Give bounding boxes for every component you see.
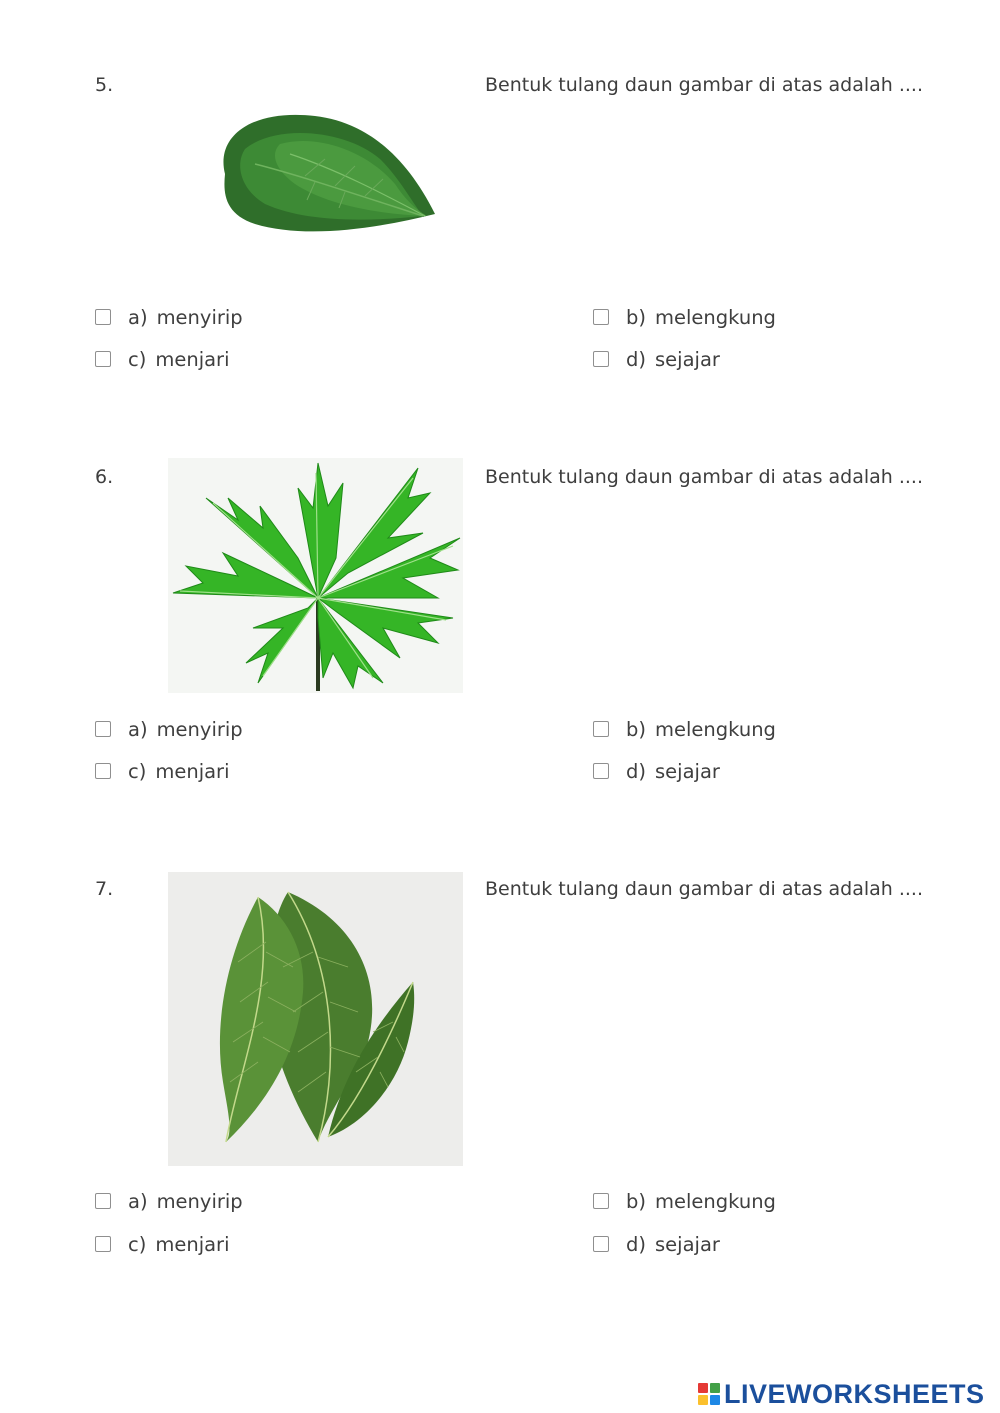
option-letter: a): [128, 717, 148, 741]
option-letter: b): [626, 305, 646, 329]
option-letter: c): [128, 1232, 147, 1256]
question-7: [0, 878, 1000, 1258]
liveworksheets-logo: [698, 1378, 985, 1410]
question-number: 7.: [95, 878, 114, 900]
option-letter: a): [128, 1189, 148, 1213]
checkbox[interactable]: [593, 1236, 609, 1252]
option-letter: d): [626, 347, 646, 371]
brand-square-blue: [710, 1395, 720, 1405]
option-text: sejajar: [655, 347, 720, 371]
option-text: sejajar: [655, 759, 720, 783]
checkbox[interactable]: [95, 351, 111, 367]
checkbox[interactable]: [95, 721, 111, 737]
option-letter: d): [626, 759, 646, 783]
question-number: 5.: [95, 74, 114, 96]
option-text: menyirip: [156, 305, 243, 329]
option-c[interactable]: [95, 758, 230, 784]
option-letter: d): [626, 1232, 646, 1256]
option-letter: c): [128, 759, 147, 783]
checkbox[interactable]: [95, 1236, 111, 1252]
brand-mark-icon: [698, 1383, 720, 1405]
option-d[interactable]: [593, 758, 720, 784]
option-letter: b): [626, 1189, 646, 1213]
option-text: melengkung: [655, 717, 776, 741]
betel-leaf-image: [195, 104, 445, 244]
option-c[interactable]: [95, 346, 230, 372]
option-letter: b): [626, 717, 646, 741]
option-b[interactable]: [593, 716, 776, 742]
option-text: menyirip: [156, 717, 243, 741]
checkbox[interactable]: [593, 309, 609, 325]
option-d[interactable]: [593, 1231, 720, 1257]
brand-name: LIVEWORKSHEETS: [724, 1378, 985, 1409]
question-prompt: Bentuk tulang daun gambar di atas adalah ....: [485, 466, 924, 488]
brand-square-green: [710, 1383, 720, 1393]
question-number: 6.: [95, 466, 114, 488]
checkbox[interactable]: [95, 763, 111, 779]
option-text: menjari: [155, 347, 230, 371]
question-5: [0, 74, 1000, 454]
option-letter: c): [128, 347, 147, 371]
question-prompt: Bentuk tulang daun gambar di atas adalah ....: [485, 878, 924, 900]
option-d[interactable]: [593, 346, 720, 372]
brand-square-red: [698, 1383, 708, 1393]
option-b[interactable]: [593, 1188, 776, 1214]
option-c[interactable]: [95, 1231, 230, 1257]
question-prompt: Bentuk tulang daun gambar di atas adalah ....: [485, 74, 924, 96]
option-text: menjari: [155, 1232, 230, 1256]
checkbox[interactable]: [95, 309, 111, 325]
mango-leaf-image: [168, 872, 463, 1166]
checkbox[interactable]: [593, 351, 609, 367]
brand-square-yellow: [698, 1395, 708, 1405]
option-text: melengkung: [655, 1189, 776, 1213]
question-6: [0, 466, 1000, 846]
option-a[interactable]: [95, 304, 243, 330]
option-text: melengkung: [655, 305, 776, 329]
checkbox[interactable]: [593, 721, 609, 737]
papaya-leaf-image: [168, 458, 463, 693]
checkbox[interactable]: [95, 1193, 111, 1209]
option-text: menjari: [155, 759, 230, 783]
checkbox[interactable]: [593, 1193, 609, 1209]
option-text: menyirip: [156, 1189, 243, 1213]
checkbox[interactable]: [593, 763, 609, 779]
option-text: sejajar: [655, 1232, 720, 1256]
option-letter: a): [128, 305, 148, 329]
option-a[interactable]: [95, 716, 243, 742]
option-b[interactable]: [593, 304, 776, 330]
option-a[interactable]: [95, 1188, 243, 1214]
